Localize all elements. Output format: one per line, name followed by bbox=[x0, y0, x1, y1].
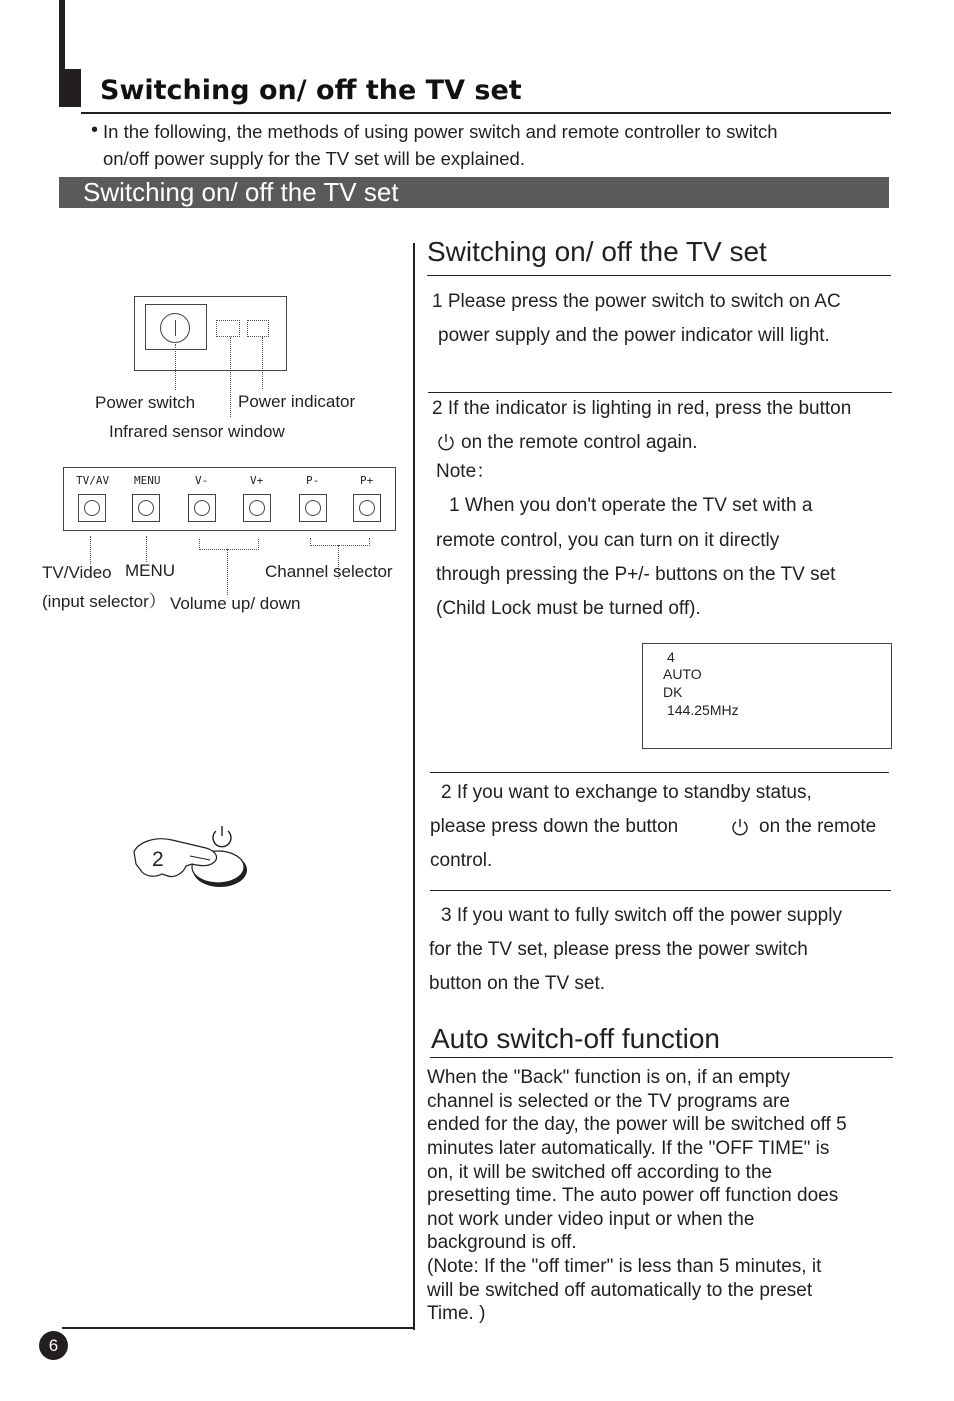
bracket-volume bbox=[199, 539, 259, 550]
label-input-selector: (input selector） bbox=[42, 592, 166, 611]
step1-line2: power supply and the power indicator will light. bbox=[438, 325, 830, 346]
auto-line-11: Time. ) bbox=[427, 1303, 486, 1324]
note-label: Note： bbox=[436, 461, 496, 482]
vminus-button bbox=[188, 494, 216, 522]
pminus-button bbox=[299, 494, 327, 522]
section1-title: Switching on/ off the TV set bbox=[427, 236, 767, 267]
section2-title: Auto switch-off function bbox=[431, 1023, 720, 1054]
step2-line2: on the remote control again. bbox=[461, 432, 698, 453]
label-power-indicator: Power indicator bbox=[238, 392, 356, 411]
screen-frequency: 144.25MHz bbox=[667, 702, 739, 718]
btn-label-tvav: TV/AV bbox=[76, 474, 110, 487]
step1-line1: 1 Please press the power switch to switch on AC bbox=[432, 291, 841, 312]
leader-tvav bbox=[90, 536, 91, 564]
leader-volume bbox=[227, 549, 228, 595]
intro-line-1: In the following, the methods of using power switch and remote controller to switch bbox=[103, 121, 778, 142]
leader-power-switch bbox=[175, 344, 176, 390]
btn-label-vminus: V- bbox=[195, 474, 209, 487]
label-infrared: Infrared sensor window bbox=[109, 422, 285, 441]
screen-channel: 4 bbox=[667, 649, 675, 665]
auto-line-2: channel is selected or the TV programs are bbox=[427, 1091, 790, 1112]
header-left-bar-block bbox=[59, 69, 81, 107]
section1-title-rule bbox=[427, 275, 891, 276]
label-power-switch: Power switch bbox=[95, 393, 196, 412]
label-volume: Volume up/ down bbox=[170, 594, 301, 613]
title-underline bbox=[81, 112, 891, 114]
screen-mode: AUTO bbox=[663, 666, 702, 682]
auto-line-8: background is off. bbox=[427, 1232, 577, 1253]
label-tv-video: TV/Video bbox=[42, 563, 112, 582]
page-title: Switching on/ off the TV set bbox=[100, 75, 522, 106]
btn-label-pminus: P- bbox=[306, 474, 320, 487]
standby-line2b: on the remote bbox=[759, 816, 877, 837]
footer-rule bbox=[62, 1327, 414, 1329]
off-line2: for the TV set, please press the power switch bbox=[429, 939, 808, 960]
standby-line2a: please press down the button bbox=[430, 816, 679, 837]
note-line4: (Child Lock must be turned off). bbox=[436, 598, 701, 619]
auto-line-1: When the "Back" function is on, if an empty bbox=[427, 1067, 791, 1088]
auto-line-6: presetting time. The auto power off function does bbox=[427, 1185, 839, 1206]
standby-rule bbox=[430, 772, 889, 773]
off-line1: 3 If you want to fully switch off the power supply bbox=[441, 905, 842, 926]
leader-indicator bbox=[262, 337, 263, 389]
btn-label-menu: MENU bbox=[134, 474, 161, 487]
tvav-button bbox=[78, 494, 106, 522]
off-rule bbox=[430, 890, 891, 891]
auto-line-4: minutes later automatically. If the "OFF TIME" is bbox=[427, 1138, 830, 1159]
bracket-channel bbox=[310, 538, 370, 546]
label-channel-selector: Channel selector bbox=[265, 562, 393, 581]
note-line1: 1 When you don't operate the TV set with a bbox=[449, 495, 813, 516]
standby-line1: 2 If you want to exchange to standby status, bbox=[441, 782, 812, 803]
btn-label-pplus: P+ bbox=[360, 474, 374, 487]
auto-line-7: not work under video input or when the bbox=[427, 1209, 755, 1230]
menu-button bbox=[132, 494, 160, 522]
off-line3: button on the TV set. bbox=[429, 973, 606, 994]
screen-system: DK bbox=[663, 684, 683, 700]
label-menu: MENU bbox=[125, 561, 176, 580]
note-line2: remote control, you can turn on it directly bbox=[436, 530, 780, 551]
standby-line3: control. bbox=[430, 850, 493, 871]
auto-line-10: will be switched off automatically to the preset bbox=[427, 1280, 813, 1301]
auto-line-5: on, it will be switched off according to the bbox=[427, 1162, 773, 1183]
section2-title-rule bbox=[430, 1057, 893, 1058]
hand-press-illustration bbox=[128, 822, 253, 894]
vplus-button bbox=[243, 494, 271, 522]
power-switch-mark bbox=[175, 320, 176, 336]
section-band: Switching on/ off the TV set bbox=[59, 177, 889, 208]
standby-power-icon bbox=[213, 826, 231, 847]
leader-infrared bbox=[230, 337, 231, 417]
bullet-icon: • bbox=[91, 119, 99, 141]
note-line3: through pressing the P+/- buttons on the TV set bbox=[436, 564, 836, 585]
power-icon-standby bbox=[731, 818, 749, 836]
power-indicator-light bbox=[247, 320, 269, 337]
pplus-button bbox=[353, 494, 381, 522]
intro-line-2: on/off power supply for the TV set will be explained. bbox=[103, 148, 525, 169]
page-number: 6 bbox=[48, 1336, 59, 1355]
step2-line1: 2 If the indicator is lighting in red, press the button bbox=[432, 398, 852, 419]
power-icon-step2 bbox=[437, 433, 455, 451]
leader-menu bbox=[146, 536, 147, 562]
page-number-badge bbox=[39, 1331, 68, 1360]
auto-line-9: (Note: If the "off timer" is less than 5 minutes, it bbox=[427, 1256, 822, 1277]
auto-line-3: ended for the day, the power will be switched off 5 bbox=[427, 1114, 847, 1135]
column-divider bbox=[413, 243, 415, 1330]
control-button-panel bbox=[63, 467, 396, 531]
hand-step-number: 2 bbox=[152, 848, 164, 871]
infrared-sensor-window bbox=[216, 320, 240, 337]
btn-label-vplus: V+ bbox=[250, 474, 264, 487]
